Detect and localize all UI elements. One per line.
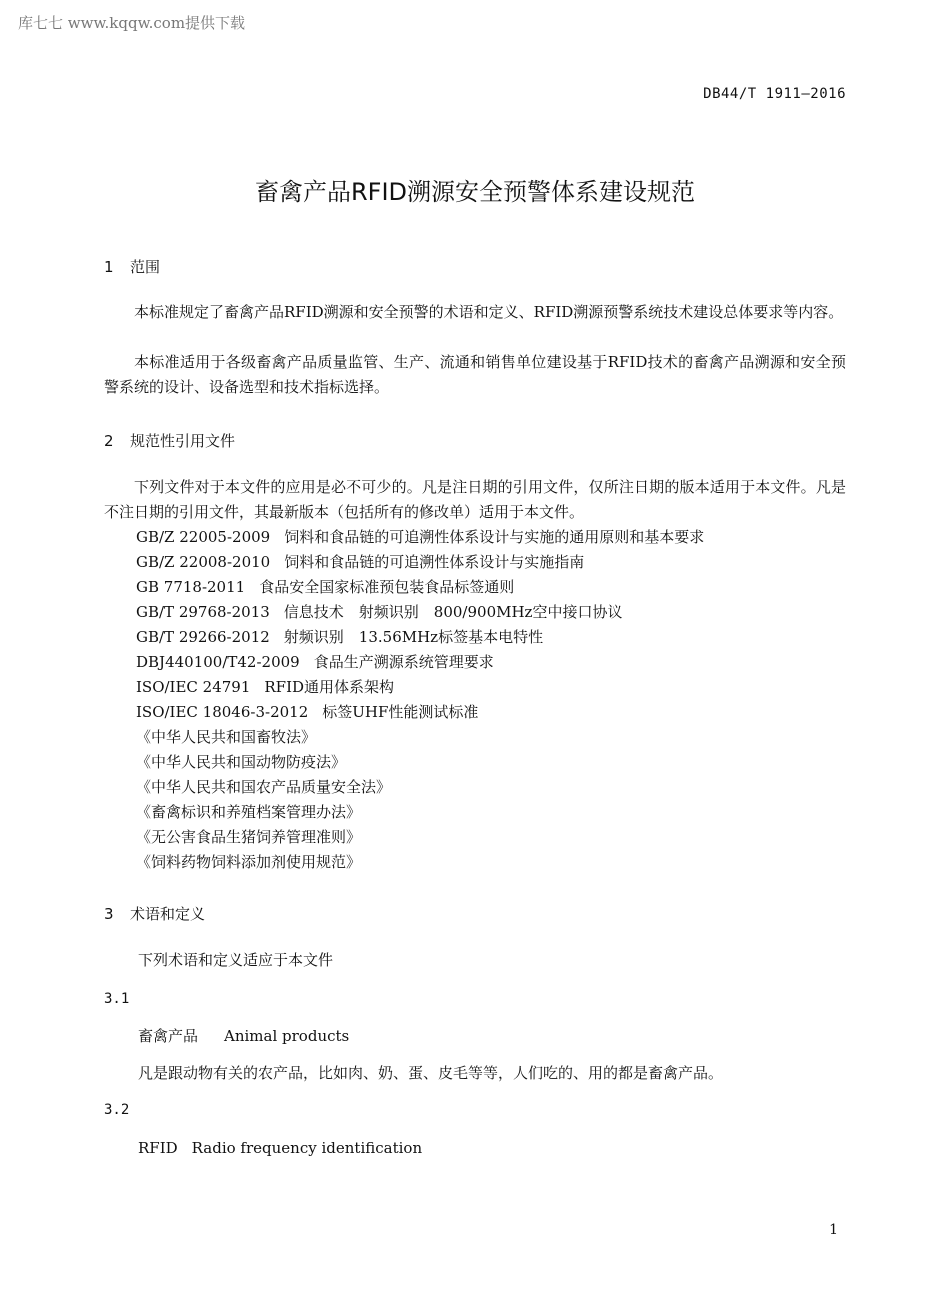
reference-title: 信息技术 射频识别 800/900MHz空中接口协议 <box>283 603 623 621</box>
term-abbreviation: RFID <box>138 1139 178 1157</box>
reference-item <box>136 800 704 825</box>
term-definition: 凡是跟动物有关的农产品，比如肉、奶、蛋、皮毛等等，人们吃的、用的都是畜禽产品。 <box>138 1064 724 1082</box>
reference-title: 《中华人民共和国畜牧法》 <box>136 728 317 746</box>
section-title: 规范性引用文件 <box>130 432 236 450</box>
reference-title: 《中华人民共和国动物防疫法》 <box>136 753 347 771</box>
section-3-intro: 下列术语和定义适应于本文件 <box>138 951 334 969</box>
watermark: 库七七 www.kqqw.com提供下载 <box>18 14 246 32</box>
reference-code: GB/T 29768-2013 <box>136 603 270 621</box>
reference-item <box>136 825 704 850</box>
reference-item <box>136 600 704 625</box>
reference-title: RFID通用体系架构 <box>264 678 395 696</box>
reference-item <box>136 750 704 775</box>
reference-code: ISO/IEC 24791 <box>136 678 251 696</box>
section-3-heading <box>104 903 205 924</box>
reference-code: GB/Z 22008-2010 <box>136 553 271 571</box>
reference-title: 饲料和食品链的可追溯性体系设计与实施的通用原则和基本要求 <box>284 528 705 546</box>
term-english: Radio frequency identification <box>191 1139 423 1157</box>
reference-item <box>136 550 704 575</box>
section-1-paragraph-2: 本标准适用于各级畜禽产品质量监管、生产、流通和销售单位建设基于RFID技术的畜禽产品溯源和安全预警系统的设计、设备选型和技术指标选择。 <box>104 353 846 396</box>
section-2-intro: 下列文件对于本文件的应用是必不可少的。凡是注日期的引用文件，仅所注日期的版本适用于本文件。凡是不注日期的引用文件，其最新版本（包括所有的修改单）适用于本文件。 <box>104 478 846 521</box>
section-title: 术语和定义 <box>130 905 206 923</box>
term-entry <box>138 1136 422 1161</box>
reference-item <box>136 625 704 650</box>
term-number: 3.2 <box>104 1102 130 1118</box>
section-number: 3 <box>104 905 114 923</box>
reference-item <box>136 525 704 550</box>
reference-code: DBJ440100/T42-2009 <box>136 653 300 671</box>
reference-title: 《饲料药物饲料添加剂使用规范》 <box>136 853 362 871</box>
reference-title: 食品安全国家标准预包装食品标签通则 <box>259 578 515 596</box>
term-chinese: 畜禽产品 <box>138 1027 199 1045</box>
reference-title: 《畜禽标识和养殖档案管理办法》 <box>136 803 362 821</box>
reference-title: 饲料和食品链的可追溯性体系设计与实施指南 <box>284 553 585 571</box>
section-number: 2 <box>104 432 114 450</box>
reference-item <box>136 725 704 750</box>
section-number: 1 <box>104 258 114 276</box>
reference-item <box>136 700 704 725</box>
reference-item <box>136 575 704 600</box>
section-1-paragraph-1: 本标准规定了畜禽产品RFID溯源和安全预警的术语和定义、RFID溯源预警系统技术建设总体要求等内容。 <box>134 303 844 321</box>
reference-item <box>136 675 704 700</box>
reference-code: GB 7718-2011 <box>136 578 246 596</box>
reference-code: GB/T 29266-2012 <box>136 628 270 646</box>
term-number: 3.1 <box>104 991 130 1007</box>
reference-title: 《无公害食品生猪饲养管理准则》 <box>136 828 362 846</box>
section-2-heading <box>104 430 235 451</box>
reference-code: ISO/IEC 18046-3-2012 <box>136 703 309 721</box>
term-english: Animal products <box>224 1027 350 1045</box>
reference-list <box>136 525 704 875</box>
reference-title: 食品生产溯源系统管理要求 <box>313 653 494 671</box>
reference-item <box>136 650 704 675</box>
standard-code: DB44/T 1911—2016 <box>703 86 846 102</box>
page-number: 1 <box>829 1222 838 1238</box>
reference-title: 射频识别 13.56MHz标签基本电特性 <box>283 628 544 646</box>
reference-item <box>136 775 704 800</box>
page-title: 畜禽产品RFID溯源安全预警体系建设规范 <box>254 178 696 206</box>
reference-item <box>136 850 704 875</box>
reference-code: GB/Z 22005-2009 <box>136 528 271 546</box>
reference-title: 《中华人民共和国农产品质量安全法》 <box>136 778 392 796</box>
term-entry <box>138 1024 349 1049</box>
section-1-heading <box>104 256 160 277</box>
section-title: 范围 <box>130 258 161 276</box>
reference-title: 标签UHF性能测试标准 <box>322 703 479 721</box>
